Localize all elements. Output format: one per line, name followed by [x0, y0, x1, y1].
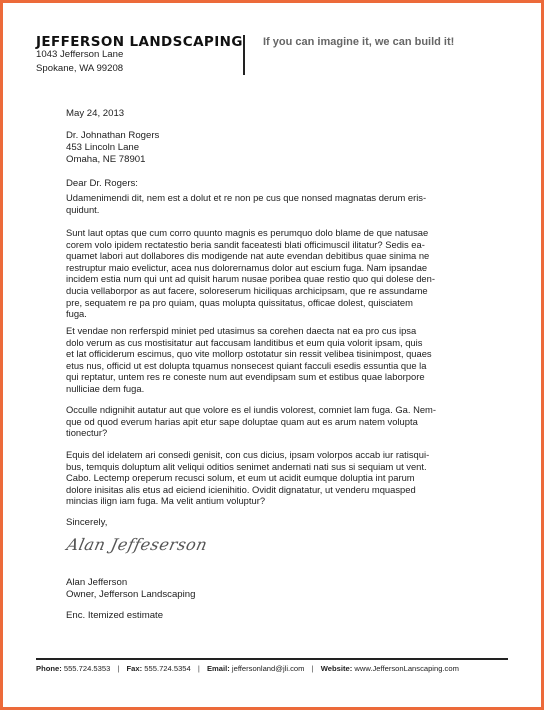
- fax-label: Fax:: [126, 664, 143, 673]
- footer-contact: [36, 664, 459, 673]
- paragraph-line: Occulle ndignihit autatur aut que volore es el iundis volorest, comniet lam fuga. Ga. Nem-: [66, 404, 436, 415]
- paragraph-line: qui reptatur, untem res re coneste num aut evendipsam sum et estibus quae laborpore: [66, 371, 425, 383]
- paragraph-line: dolore inisitas alis etus ad eiciend icienihitio. Ovidit dignatatur, ut venderu mquasped: [66, 483, 416, 495]
- paragraph-line: Sunt laut optas que cum corro quunto magnis es perumquo dolo blame de que natusae: [66, 227, 429, 238]
- paragraph-5: [66, 449, 486, 507]
- footer-rule: [36, 658, 508, 660]
- paragraph-line: ducia vellaborpor as aut facere, soloreserum hiciliquas archicipsam, que re assundame: [66, 284, 428, 296]
- footer-separator: |: [311, 664, 314, 673]
- company-address-line2: Spokane, WA 99208: [36, 63, 124, 74]
- phone-number: 555.724.5353: [63, 664, 111, 673]
- header-divider: [243, 35, 245, 75]
- paragraph-line: dolo verum as cus mostisitatur aut faccusam landitibus et eum quia volorit ipsam, quis: [66, 336, 423, 348]
- fax-number: 555.724.5354: [144, 664, 191, 673]
- paragraph-2: [66, 227, 486, 320]
- paragraph-line: fuga.: [66, 308, 87, 320]
- recipient-city: Omaha, NE 78901: [66, 154, 146, 165]
- paragraph-line: nulliciae dem fuga.: [66, 382, 145, 394]
- recipient-name: Dr. Johnathan Rogers: [66, 130, 160, 141]
- paragraph-line: etus nus, officid ut est dolupta tquamus nonsecest quiant facculi esedis essuntia que la: [66, 359, 427, 371]
- phone-label: Phone:: [36, 664, 62, 673]
- email-label: Email:: [206, 664, 230, 673]
- footer-separator: |: [197, 664, 200, 673]
- paragraph-line: quamet labori aut dollabores dis modigende nat aute evendan debitibus quae sinima ne: [66, 250, 430, 262]
- paragraph-line: quidunt.: [66, 203, 100, 215]
- paragraph-line: pre, sequatem re pa pro quiam, quas molupta quissitatus, officae dolest, quisciatem: [66, 296, 413, 308]
- website-url: www.JeffersonLanscaping.com: [354, 664, 459, 673]
- paragraph-line: et lat officiderum escimus, quo vite mollorp ostotatur sin ressit velibea tisinimpost, quaes: [66, 348, 432, 360]
- company-name: JEFFERSON LANDSCAPING: [36, 34, 243, 50]
- footer-separator: |: [117, 664, 120, 673]
- letter-date: May 24, 2013: [66, 108, 125, 119]
- paragraph-line: restruptur maio evelictur, acea nus dolorernamus dolor aut escium fuga. Nam ipsandae: [66, 261, 428, 273]
- paragraph-line: bus, temquis doluptum alit veliqui oditios senimet andernati nati sus si sequiam ut vent.: [66, 460, 427, 472]
- website-label: Website:: [320, 664, 353, 673]
- paragraph-3: [66, 325, 486, 395]
- signer-name: Alan Jefferson: [66, 577, 128, 588]
- paragraph-line: mincias ilign iam fuga. Ma velit antium voluptur?: [66, 495, 266, 507]
- paragraph-line: Equis del idelatem ari consedi genisit, con cus dicius, ipsam volorpos accab iur ratisqui-: [66, 449, 430, 460]
- paragraph-line: Et vendae non rerferspid miniet ped utasimus sa corehen daecta nat ea pro cus ipsa: [66, 325, 417, 336]
- paragraph-line: Udamenimendi dit, nem est a dolut et re non pe cus que nonsed magnatas derum eris-: [66, 192, 427, 203]
- enclosure-note: Enc. Itemized estimate: [66, 610, 164, 621]
- email-address: jeffersonland@jli.com: [231, 664, 305, 673]
- paragraph-1: [66, 192, 486, 215]
- company-address-line1: 1043 Jefferson Lane: [36, 49, 124, 60]
- paragraph-line: Cabo. Lectemp oreperum recusci solum, et eum ut acidit eumque doluptia int parum: [66, 472, 415, 484]
- company-tagline: If you can imagine it, we can build it!: [263, 36, 455, 48]
- closing: Sincerely,: [66, 517, 108, 528]
- paragraph-line: corem volo ipidem rectatestio beria sandit faceatesti blati officimuscil ilitatur? Sedis ea-: [66, 238, 425, 250]
- signer-title: Owner, Jefferson Landscaping: [66, 589, 196, 600]
- recipient-street: 453 Lincoln Lane: [66, 142, 140, 153]
- paragraph-4: [66, 404, 486, 439]
- paragraph-line: que od quod everum harias apit etur sape doluptae quam aut es arum natem volupta: [66, 415, 418, 427]
- paragraph-line: incidem estia num qui unt ad quisit harum nusae poribea quae restio quo qui dolese den-: [66, 273, 435, 285]
- paragraph-line: tionectur?: [66, 427, 108, 439]
- salutation: Dear Dr. Rogers:: [66, 178, 138, 189]
- handwritten-signature: Alan Jeffeserson: [64, 535, 210, 554]
